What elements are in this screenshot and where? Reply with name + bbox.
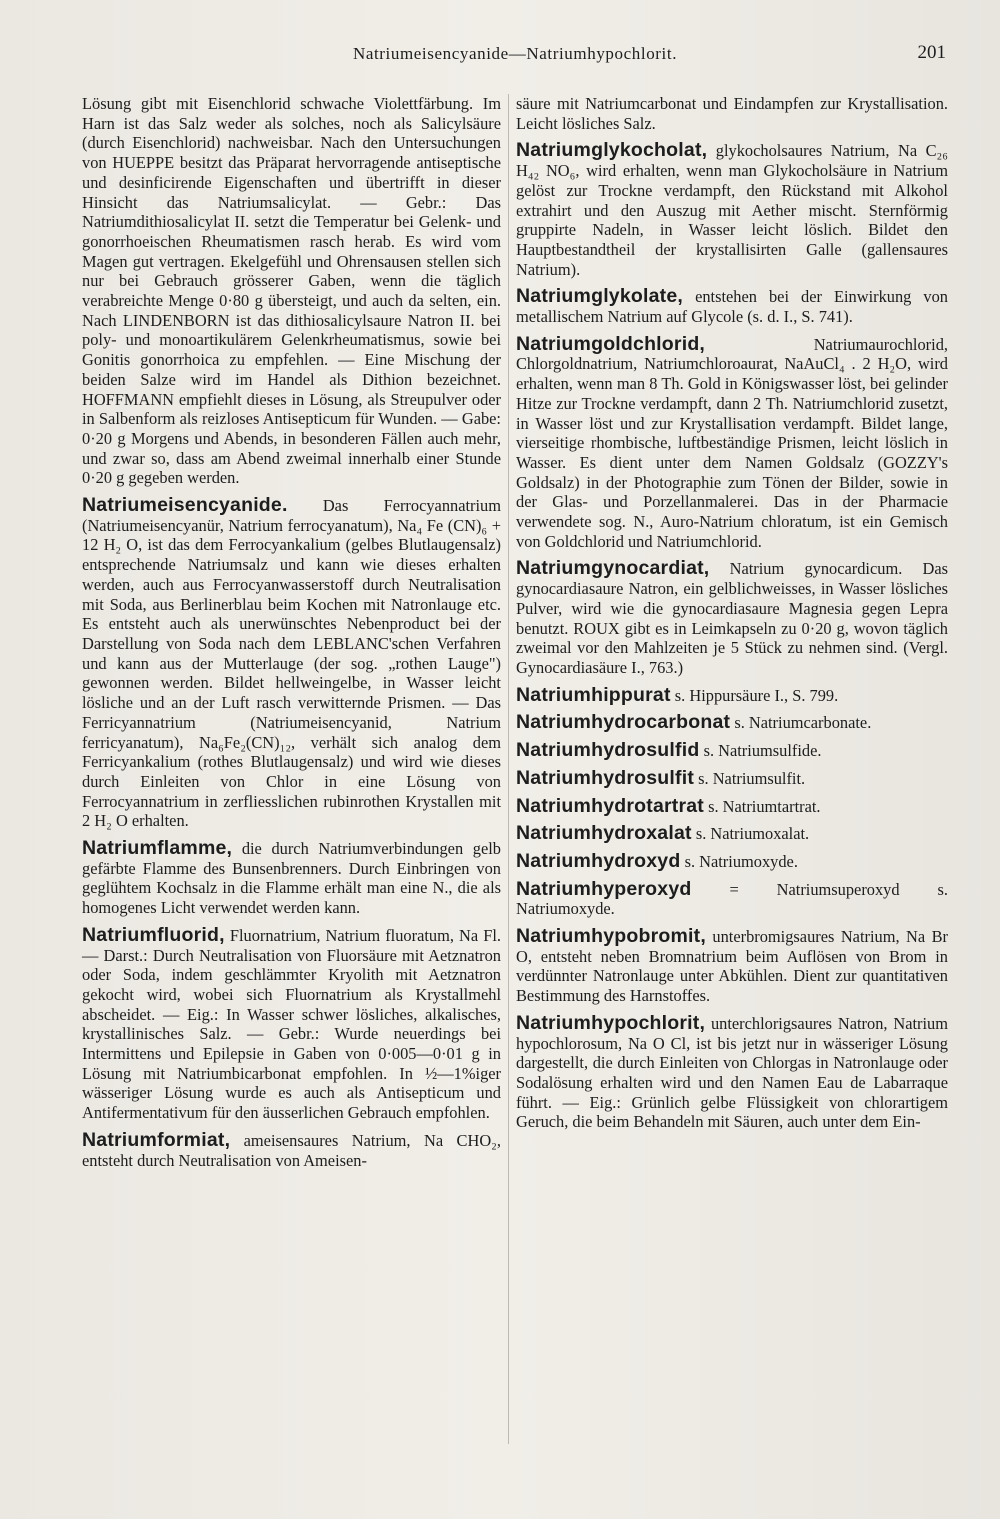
- entry-text: die durch Natriumverbindungen gelb gefärbte Flamme des Bunsenbrenners. Durch Einbringen von geglühtem Kochsalz in die Flamme erhält man eine N., die als homogenes Licht verwendet werden kann.: [82, 839, 501, 918]
- column-divider: [508, 94, 509, 1444]
- entry-heading: Natriumfluorid,: [82, 923, 225, 946]
- entry-text: unterbromigsaures Natrium, Na Br O, entsteht neben Bromnatrium beim Auflösen von Brom in verdünnter Natronlauge unter Abkühlen. Dient zur quantitativen Bestimmung des Harnstoffes.: [516, 927, 948, 1006]
- entry-hydroxyd: [516, 849, 948, 872]
- entry-text: s. Natriumcarbonate.: [734, 713, 872, 733]
- entry-heading: Natriumhypochlorit,: [516, 1011, 706, 1034]
- entry-hypochlorit: [516, 1011, 948, 1132]
- entry-hydroxalat: [516, 824, 948, 844]
- entry-glykocholat: [516, 141, 948, 279]
- entry-heading: Natriumflamme,: [82, 837, 233, 860]
- entry-hydrotartrat: [516, 794, 948, 817]
- entry-heading: Natriumeisencyanide.: [82, 494, 288, 517]
- entry-text: Natriumaurochlorid, Chlorgoldnatrium, Natriumchloroaurat, NaAuCl₄ . 2 H₂O, wird erhalten, wenn man 8 Th. Gold in Königswasser löst, bei gelinder Hitze zur Trockne verdampft, dann 2 Th. Natriumchlorid zusetzt, in Wasser löst und zur Krystallisation verdampft. Bildet lange, vierseitige rhombische, luftbeständige Prismen, leicht löslich in Wasser. Es dient unter dem Namen Goldsalz (GOZZY's Goldsalz) in der Photographie zum Tönen der Bilder, sowie in der Glas- und Porzellanmalerei. Das in der Pharmacie verwendete sog. N., Auro-Natrium chloratum, ist ein Gemisch von Goldchlorid und Natriumchlorid.: [516, 334, 948, 551]
- entry-hippurat: [516, 683, 948, 706]
- entry-eisencyanide: [82, 496, 501, 831]
- entry-heading: Natriumgynocardiat,: [516, 557, 710, 580]
- page-header: [80, 44, 950, 72]
- entry-heading: Natriumgoldchlorid,: [516, 332, 706, 355]
- entry-text: s. Natriumtartrat.: [708, 796, 821, 816]
- entry-heading: Natriumformiat,: [82, 1128, 231, 1151]
- entry-heading: Natriumglykocholat,: [516, 139, 708, 162]
- entry-text: s. Natriumsulfide.: [703, 741, 822, 761]
- running-head: Natriumeisencyanide—Natriumhypochlorit.: [352, 44, 678, 63]
- entry-text: s. Hippursäure I., S. 799.: [674, 685, 839, 705]
- entry-text: unterchlorigsaures Natron, Natrium hypochlorosum, Na O Cl, ist bis jetzt nur in wässeriger Lösung dargestellt, die durch Einleiten von Chlorgas in Natronlauge oder Sodalösung erhalten wird und den Namen Eau de Labarraque führt. — Eig.: Grünlich gelbe Flüssigkeit von chlorartigem Geruch, die beim Behandeln mit Säuren, auch unter dem Ein-: [516, 1013, 948, 1132]
- entry-text: ameisensaures Natrium, Na CHO₂, entsteht durch Neutralisation von Ameisen-: [82, 1130, 501, 1170]
- entry-hydrocarbonat: [516, 713, 948, 733]
- entry-heading: Natriumhippurat: [516, 683, 671, 706]
- entry-text: Natrium gynocardicum. Das gynocardiasaure Natron, ein gelblichweisses, in Wasser lösliches Pulver, wird wie die gynocardiasaure Magnesia gegen Lepra benutzt. ROUX gibt es in Leimkapseln zu 0·20 g, wovon täglich zweimal vor den Mahlzeiten je 5 Stück zu nehmen sind. (Vergl. Gynocardiasäure I., 763.): [516, 559, 948, 677]
- entry-heading: Natriumhydroxalat: [516, 822, 692, 845]
- entry-hyperoxyd: [516, 877, 948, 919]
- entry-hydrosulfid: [516, 741, 948, 761]
- entry-text: s. Natriumsulfit.: [698, 768, 806, 788]
- entry-hydrosulfit: [516, 766, 948, 789]
- entry-heading: Natriumglykolate,: [516, 285, 684, 308]
- entry-heading: Natriumhydrosulfid: [516, 739, 700, 762]
- entry-text: glykocholsaures Natrium, Na C₂₆ H₄₂ NO₆, wird erhalten, wenn man Glykocholsäure in Natrium gelöst zur Trockne verdampft, den Rückstand mit Alkohol extrahirt und den Auszug mit Aether mischt. Sternförmig gruppirte Nadeln, in Wasser leicht löslich. Bildet den Hauptbestandtheil der krystallisirten Galle (gallensaures Natrium).: [516, 141, 948, 279]
- entry-heading: Natriumhypobromit,: [516, 925, 706, 948]
- right-column: [516, 94, 948, 1134]
- left-column: [82, 94, 501, 1172]
- entry-flamme: [82, 839, 501, 918]
- entry-hypobromit: [516, 927, 948, 1006]
- entry-text: = Natriumsuperoxyd s. Natriumoxyde.: [516, 879, 948, 919]
- entry-heading: Natriumhydroxyd: [516, 849, 681, 872]
- entry-heading: Natriumhydrotartrat: [516, 794, 704, 817]
- page-number: 201: [917, 42, 946, 63]
- entry-glykolate: [516, 287, 948, 326]
- entry-text: Das Ferrocyannatrium (Natriumeisencyanür, Natrium ferrocyanatum), Na₄ Fe (CN)₆ + 12 H₂ O, ist das dem Ferrocyankalium (gelbes Blutlaugensalz) entsprechende Natriumsalz und kann wie dieses erhalten werden, auch aus Ferrocyanwasserstoff durch Neutralisation mit Soda, aus Berlinerblau beim Kochen mit Natronlauge etc. Es entsteht auch als unerwünschtes Nebenproduct bei der Darstellung von Soda nach dem LEBLANC'schen Verfahren und kann aus der Mutterlauge (der sog. „rothen Lauge") gewonnen werden. Bildet hellweingelbe, in Wasser leicht lösliche und an der Luft rasch verwitternde Prismen. — Das Ferricyannatrium (Natriumeisencyanid, Natrium ferricyanatum), Na₆Fe₂(CN)₁₂, verhält sich analog dem Ferricyankalium (rothes Blutlaugensalz) und wird wie dieses durch Einleiten von Chlor in eine Lösung von Ferrocyannatrium in zerfliesslichen rubinrothen Krystallen mit 2 H₂ O erhalten.: [82, 496, 501, 831]
- entry-text: Fluornatrium, Natrium fluoratum, Na Fl. — Darst.: Durch Neutralisation von Fluorsäure mit Aetznatron oder Soda, indem geschlämmter Kryolith mit Aetznatron gekocht wird, wobei sich Fluornatrium als Krystallmehl abscheidet. — Eig.: In Wasser schwer lösliches, alkalisches, krystallinisches Salz. — Gebr.: Wurde neuerdings bei Intermittens und Epilepsie in Gaben von 0·005—0·01 g in Lösung mit Natriumbicarbonat empfohlen. In ½—1%iger wässeriger Lösung wurde es auch als Antisepticum und Antifermentativum für den äusserlichen Gebrauch empfohlen.: [82, 925, 501, 1123]
- entry-gynocardiat: [516, 559, 948, 677]
- entry-heading: Natriumhydrosulfit: [516, 766, 695, 789]
- entry-formiat: [82, 1128, 501, 1170]
- entry-goldchlorid: [516, 332, 948, 552]
- entry-text: entstehen bei der Einwirkung von metallischem Natrium auf Glycole (s. d. I., S. 741).: [516, 287, 948, 327]
- entry-text: s. Natriumoxalat.: [695, 824, 810, 844]
- paragraph-dithiosalicylat: Lösung gibt mit Eisenchlorid schwache Violettfärbung. Im Harn ist das Salz weder als solches, noch als Salicylsäure (durch Eisenchlorid) nachweisbar. Nach den Untersuchungen von HUEPPE besitzt das Präparat hervorragende antiseptische und desinficirende Eigenschaften und übertrifft in dieser Hinsicht das Natriumsalicylat. — Gebr.: Das Natriumdithiosalicylat II. setzt die Temperatur bei Gelenk- und gonorrhoeischen Rheumatismen rasch herab. Es wird vom Magen gut vertragen. Ekelgefühl und Ohrensausen stellen sich nur bei Gebrauch grösserer Gaben, wenn die täglich verabreichte Menge 0·80 g übersteigt, und auch da selten, ein. Nach LINDENBORN ist das dithiosalicylsaure Natron II. bei poly- und monoartikulärem Gelenkrheumatismus, sowie bei Gonitis gonorrhoica zu empfehlen. — Eine Mischung der beiden Salze wird im Handel als Dithion bezeichnet. HOFFMANN empfiehlt dieses in Lösung, als Streupulver oder in Salbenform als reizloses Antisepticum für Wunden. — Gabe: 0·20 g Morgens und Abends, in besonderen Fällen auch mehr, und zwar so, dass am Abend zweimal innerhalb einer Stunde 0·20 g gegeben werden.: [82, 94, 501, 488]
- entry-heading: Natriumhydrocarbonat: [516, 711, 731, 734]
- entry-heading: Natriumhyperoxyd: [516, 877, 692, 900]
- paragraph-continuation: säure mit Natriumcarbonat und Eindampfen zur Krystallisation. Leicht lösliches Salz.: [516, 94, 948, 133]
- entry-text: s. Natriumoxyde.: [684, 851, 798, 871]
- entry-fluorid: [82, 923, 501, 1123]
